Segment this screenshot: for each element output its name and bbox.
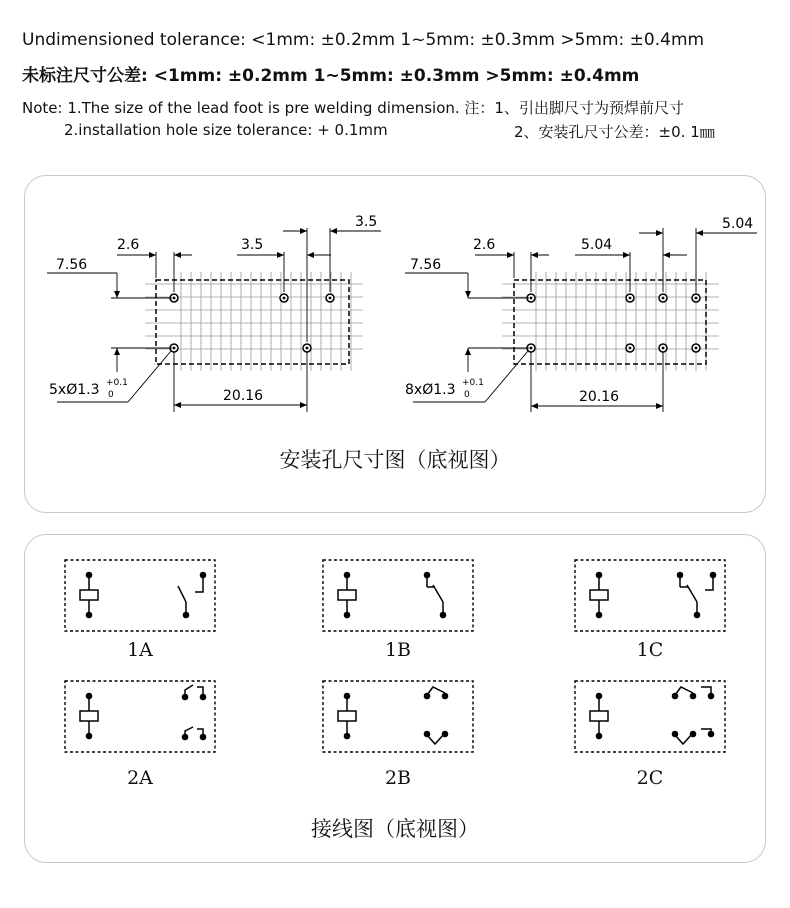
coil-2c — [590, 693, 608, 740]
coil-2a — [80, 693, 98, 740]
coil-1c — [590, 572, 608, 619]
mounting-hole-panel — [24, 175, 766, 513]
contact-2a — [185, 685, 203, 736]
footprint-left — [47, 214, 381, 412]
tolerance-en-text: Undimensioned tolerance: <1mm: ±0.2mm 1~5mm: ±0.3mm >5mm: ±0.4mm — [22, 30, 705, 50]
dimension-labels-right — [405, 216, 753, 405]
coil-2b — [338, 693, 356, 740]
hole-count-label-right: 8xØ1.3 — [405, 382, 456, 398]
relay-outline-left — [156, 280, 349, 364]
contact-1b — [427, 576, 443, 615]
wiring-label-2b: 2B — [384, 767, 412, 789]
note-line-2-zh: 2、安装孔尺寸公差：±0. 1㎜ — [514, 123, 715, 141]
contact-1a — [178, 577, 203, 615]
hole-tol-zero-left: 0 — [108, 390, 114, 400]
dimension-lines-right — [405, 228, 757, 412]
mounting-caption: 安装孔尺寸图（底视图） — [279, 448, 511, 472]
dim-20-16-right: 20.16 — [579, 389, 620, 405]
dim-7-56-right: 7.56 — [410, 257, 442, 273]
dim-2-6-left: 2.6 — [117, 237, 140, 253]
hole-tol-zero-right: 0 — [464, 390, 470, 400]
wiring-label-1b: 1B — [384, 639, 412, 661]
wiring-diagram-panel — [24, 534, 766, 863]
note-line-1: Note: 1.The size of the lead foot is pre welding dimension. 注：1、引出脚尺寸为预焊前尺寸 — [22, 99, 684, 117]
wiring-label-2a: 2A — [127, 767, 153, 789]
dim-5-04-right-a: 5.04 — [581, 237, 613, 253]
relay-outline-right — [514, 280, 706, 364]
dim-2-6-right: 2.6 — [473, 237, 496, 253]
wiring-label-1c: 1C — [636, 639, 664, 661]
dim-3-5-left-b: 3.5 — [355, 214, 378, 230]
tolerance-zh-text: 未标注尺寸公差: <1mm: ±0.2mm 1~5mm: ±0.3mm >5mm: ±0.4mm — [22, 66, 640, 86]
contact-1c — [680, 576, 713, 615]
dim-3-5-left-a: 3.5 — [241, 237, 264, 253]
dim-7-56-left: 7.56 — [56, 257, 88, 273]
coil-1b — [338, 572, 356, 619]
dim-5-04-right-b: 5.04 — [722, 216, 754, 232]
wiring-caption: 接线图（底视图） — [311, 817, 479, 841]
wiring-label-1a: 1A — [127, 639, 153, 661]
wiring-label-2c: 2C — [636, 767, 664, 789]
coil-1a — [80, 572, 98, 619]
grid-right — [502, 272, 719, 371]
hole-tol-plus-left: +0.1 — [106, 378, 128, 388]
note-line-2-en: 2.installation hole size tolerance: + 0.1mm — [64, 121, 388, 139]
hole-count-label-left: 5xØ1.3 — [49, 382, 100, 398]
hole-tol-plus-right: +0.1 — [462, 378, 484, 388]
dim-20-16-left: 20.16 — [223, 388, 264, 404]
dimension-labels-left — [49, 214, 377, 404]
footprint-right — [405, 216, 757, 412]
